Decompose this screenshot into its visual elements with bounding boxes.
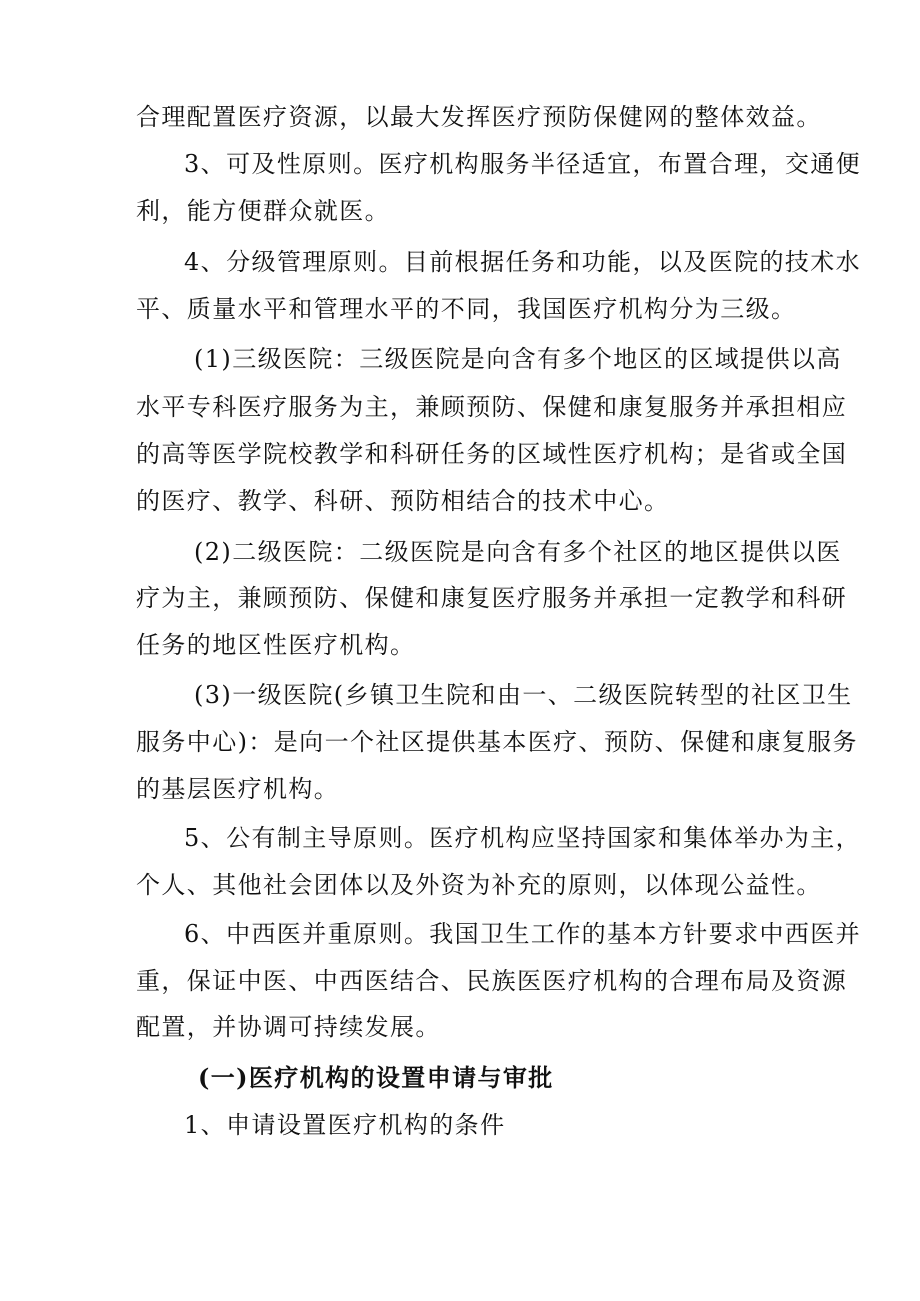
- text-line: 3、可及性原则。医疗机构服务半径适宜，布置合理，交通便: [184, 150, 862, 178]
- text-line: 的高等医学院校教学和科研任务的区域性医疗机构；是省或全国: [136, 440, 848, 468]
- text-line: 配置，并协调可持续发展。: [136, 1013, 441, 1041]
- text-line: 6、中西医并重原则。我国卫生工作的基本方针要求中西医并: [184, 920, 862, 948]
- text-line: (3)一级医院(乡镇卫生院和由一、二级医院转型的社区卫生: [194, 681, 853, 709]
- text-line: 疗为主，兼顾预防、保健和康复医疗服务并承担一定教学和科研: [136, 584, 848, 612]
- text-line: 平、质量水平和管理水平的不同，我国医疗机构分为三级。: [136, 295, 797, 323]
- text-line: 利，能方便群众就医。: [136, 197, 390, 225]
- text-line: 个人、其他社会团体以及外资为补充的原则，以体现公益性。: [136, 871, 822, 899]
- text-line: 服务中心)：是向一个社区提供基本医疗、预防、保健和康复服务: [136, 728, 858, 756]
- text-line: 合理配置医疗资源，以最大发挥医疗预防保健网的整体效益。: [136, 103, 822, 131]
- text-line: 水平专科医疗服务为主，兼顾预防、保健和康复服务并承担相应: [136, 393, 848, 421]
- text-line: (2)二级医院：二级医院是向含有多个社区的地区提供以医: [194, 538, 842, 566]
- text-line: 重，保证中医、中西医结合、民族医医疗机构的合理布局及资源: [136, 967, 848, 995]
- text-line: 4、分级管理原则。目前根据任务和功能，以及医院的技术水: [184, 248, 862, 276]
- subsection-heading: 1、申请设置医疗机构的条件: [184, 1111, 506, 1139]
- text-line: 5、公有制主导原则。医疗机构应坚持国家和集体举办为主，: [184, 824, 862, 852]
- text-line: 的基层医疗机构。: [136, 775, 340, 803]
- text-line: 的医疗、教学、科研、预防相结合的技术中心。: [136, 487, 670, 515]
- text-line: 任务的地区性医疗机构。: [136, 631, 416, 659]
- text-line: (1)三级医院：三级医院是向含有多个地区的区域提供以高: [194, 345, 842, 373]
- section-heading: (一)医疗机构的设置申请与审批: [198, 1063, 554, 1092]
